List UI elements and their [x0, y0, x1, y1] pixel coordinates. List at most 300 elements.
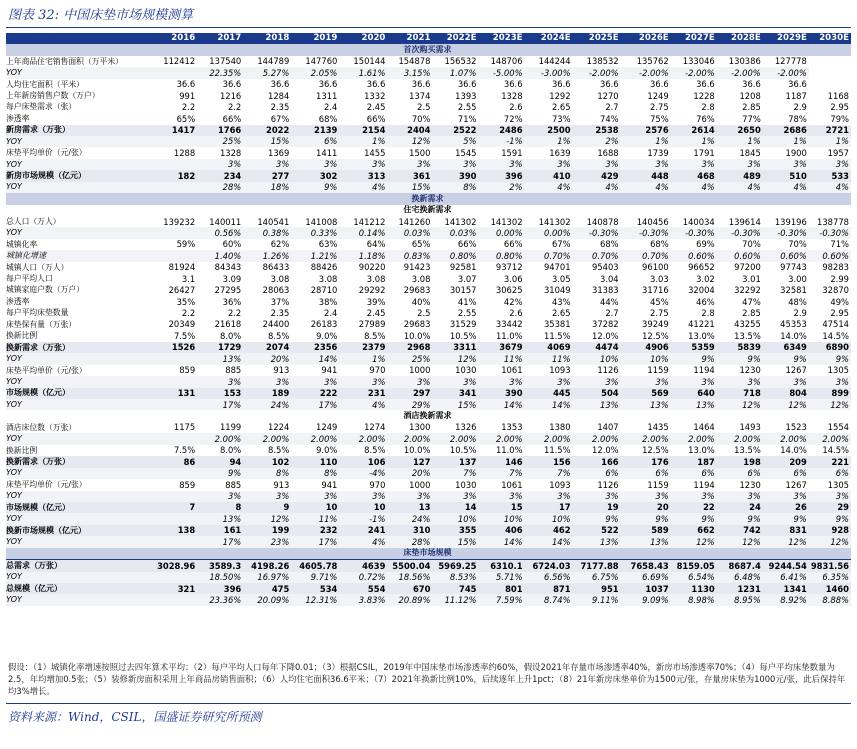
- table-cell: 141302: [538, 216, 571, 227]
- table-cell: 8%: [243, 468, 291, 479]
- table-cell: 12%: [432, 353, 478, 364]
- table-cell: 3%: [197, 376, 243, 387]
- table-cell: 86: [154, 456, 197, 467]
- table-cell: [154, 468, 197, 479]
- table-cell: 1.21%: [291, 250, 339, 261]
- table-cell: 0.70%: [525, 250, 573, 261]
- table-cell: 2.99: [830, 273, 849, 284]
- table-cell: 13: [387, 502, 432, 513]
- table-cell: 1194: [693, 365, 715, 376]
- table-cell: -4%: [339, 468, 387, 479]
- table-cell: 1%: [621, 136, 671, 147]
- table-cell: 8159.05: [671, 560, 717, 572]
- row-label: YOY: [6, 536, 154, 547]
- table-row: [6, 296, 851, 307]
- table-cell: 2.00%: [717, 433, 763, 444]
- table-cell: 1175: [173, 422, 196, 433]
- table-cell: 2022: [243, 125, 291, 136]
- assumption-notes: 假设：（1）城镇化率增速按照过去四年算术平均；（2）每户平均人口每年下降0.01；（3）根据CSIL，2019年中国床垫市场渗透率约60%，假设2021年存量市场渗透率40%，新房市场渗透率70%；（4）每户平均床垫数量为2.5，年均增加0.5张；（5）装修新房面积采用上年商品房销售面积；（6）人均住宅面积36.6平米；（7）2021年换新比例10%，后续逐年上升1pct；（8）21年新房床垫单价为1500元/张，存量房床垫为1000元/张，此后保持年均3%增长。: [8, 662, 846, 697]
- table-cell: 1000: [409, 365, 431, 376]
- table-cell: [154, 227, 197, 238]
- table-cell: 1393: [455, 90, 477, 101]
- table-cell: 24%: [243, 399, 291, 410]
- table-cell: [154, 376, 197, 387]
- table-cell: 313: [339, 170, 387, 181]
- table-cell: 2.8: [701, 102, 715, 113]
- table-cell: 3%: [717, 376, 763, 387]
- table-cell: 90220: [358, 262, 386, 273]
- table-cell: 0.38%: [243, 227, 291, 238]
- table-cell: 321: [154, 583, 197, 594]
- table-cell: 141212: [353, 216, 386, 227]
- table-cell: 2686: [763, 125, 809, 136]
- table-cell: 0.60%: [717, 250, 763, 261]
- table-cell: 1328: [501, 90, 523, 101]
- table-cell: 6%: [291, 136, 339, 147]
- table-cell: 11.0%: [495, 445, 523, 456]
- table-cell: -0.30%: [621, 227, 671, 238]
- table-cell: 3%: [243, 159, 291, 170]
- table-cell: 1.61%: [339, 67, 387, 78]
- table-cell: 1411: [316, 147, 338, 158]
- table-cell: 489: [717, 170, 763, 181]
- table-cell: 17%: [291, 536, 339, 547]
- table-cell: 138532: [586, 56, 619, 67]
- subsection-header-row: [6, 410, 851, 421]
- row-label: 换新市场规模（亿元）: [6, 525, 154, 536]
- table-cell: 48%: [788, 296, 807, 307]
- yoy-row: [6, 182, 851, 193]
- table-cell: 3%: [339, 159, 387, 170]
- table-cell: 1311: [316, 90, 338, 101]
- row-label: 换新比例: [6, 331, 38, 341]
- title-divider: [6, 27, 851, 28]
- table-cell: 38%: [318, 296, 338, 307]
- table-cell: 138: [154, 525, 197, 536]
- table-cell: 3679: [479, 342, 525, 353]
- table-cell: 1270: [597, 90, 619, 101]
- table-cell: -0.30%: [809, 227, 851, 238]
- table-cell: 1037: [621, 583, 671, 594]
- table-cell: 2.00%: [432, 433, 478, 444]
- table-cell: 2356: [291, 342, 339, 353]
- table-cell: 1.26%: [243, 250, 291, 261]
- table-cell: 36.6: [411, 79, 431, 90]
- table-cell: 198: [717, 456, 763, 467]
- table-cell: 43%: [551, 296, 571, 307]
- table-cell: 4%: [339, 182, 387, 193]
- table-cell: 13.5%: [734, 445, 761, 456]
- table-cell: 10%: [479, 513, 525, 524]
- table-cell: 98283: [822, 262, 849, 273]
- header-year-cell: 2016: [154, 33, 197, 44]
- table-cell: 2.5: [417, 308, 431, 319]
- table-cell: 27295: [214, 285, 242, 296]
- table-cell: 7%: [432, 468, 478, 479]
- table-cell: 144789: [257, 56, 290, 67]
- row-label: 总人口（万人）: [6, 216, 61, 226]
- table-cell: 3.01: [742, 273, 761, 284]
- table-cell: 1159: [647, 365, 669, 376]
- table-cell: 131: [154, 388, 197, 399]
- table-cell: 1493: [739, 422, 761, 433]
- table-cell: 1030: [455, 479, 477, 490]
- table-cell: 4%: [339, 399, 387, 410]
- table-cell: 4%: [717, 182, 763, 193]
- table-cell: 2.9: [793, 102, 807, 113]
- table-cell: 150144: [353, 56, 386, 67]
- section-title: 换新需求: [6, 193, 851, 204]
- table-cell: 36.6: [503, 79, 523, 90]
- table-cell: 0.60%: [763, 250, 809, 261]
- table-cell: 13%: [671, 399, 717, 410]
- table-cell: 11.5%: [543, 330, 571, 341]
- table-cell: 29292: [358, 285, 386, 296]
- table-cell: 11%: [479, 353, 525, 364]
- table-cell: 12%: [809, 399, 851, 410]
- table-cell: 2.05%: [291, 67, 339, 78]
- table-cell: 14%: [479, 399, 525, 410]
- table-cell: [154, 594, 197, 605]
- table-cell: 70%: [742, 239, 761, 250]
- yoy-row: [6, 399, 851, 410]
- table-cell: 12%: [387, 136, 432, 147]
- table-cell: 3.03: [650, 273, 669, 284]
- table-cell: 1208: [739, 90, 761, 101]
- table-cell: 20.89%: [387, 594, 432, 605]
- table-row: [6, 583, 851, 594]
- table-cell: 522: [573, 525, 621, 536]
- table-cell: 13.5%: [734, 330, 761, 341]
- table-cell: 94701: [543, 262, 571, 273]
- row-label: YOY: [6, 491, 154, 502]
- row-label: 换新需求（万张）: [6, 342, 154, 353]
- table-cell: 2.65: [551, 308, 571, 319]
- table-cell: 742: [717, 525, 763, 536]
- bottom-divider: [6, 703, 851, 704]
- table-cell: 3%: [525, 376, 573, 387]
- table-cell: 2.8: [701, 308, 715, 319]
- table-cell: 1249: [647, 90, 669, 101]
- table-cell: 3311: [432, 342, 478, 353]
- table-cell: 970: [369, 365, 386, 376]
- yoy-row: [6, 572, 851, 583]
- table-cell: 45353: [780, 319, 807, 330]
- table-row: [6, 170, 851, 181]
- header-year-cell: 2019: [291, 33, 339, 44]
- table-cell: 91423: [403, 262, 431, 273]
- table-cell: 73%: [551, 113, 571, 124]
- row-label: 酒店床位数（万张）: [6, 422, 77, 432]
- table-cell: 2.95: [830, 102, 849, 113]
- table-cell: 1464: [693, 422, 715, 433]
- table-cell: -0.30%: [717, 227, 763, 238]
- table-cell: 10%: [432, 513, 478, 524]
- table-cell: 1554: [827, 422, 849, 433]
- table-cell: 36%: [222, 296, 242, 307]
- table-cell: 23.36%: [197, 594, 243, 605]
- table-cell: 445: [525, 388, 573, 399]
- table-cell: 297: [387, 388, 432, 399]
- table-cell: 23%: [243, 536, 291, 547]
- table-cell: -1%: [479, 136, 525, 147]
- table-row: [6, 330, 851, 341]
- row-label: 新房需求（万张）: [6, 125, 154, 136]
- table-cell: 390: [432, 170, 478, 181]
- table-cell: 468: [671, 170, 717, 181]
- table-cell: 11.12%: [432, 594, 478, 605]
- table-cell: 970: [369, 479, 386, 490]
- yoy-row: [6, 594, 851, 605]
- table-cell: 32292: [734, 285, 761, 296]
- table-cell: [154, 572, 197, 583]
- table-cell: 1194: [693, 479, 715, 490]
- table-cell: 64%: [366, 239, 386, 250]
- section-header-row: [6, 548, 851, 560]
- table-cell: 2.4: [324, 308, 338, 319]
- table-cell: 3.08: [270, 273, 290, 284]
- table-cell: 804: [763, 388, 809, 399]
- table-cell: 1%: [809, 136, 851, 147]
- table-cell: 9%: [671, 513, 717, 524]
- table-cell: 3589.3: [197, 560, 243, 572]
- row-label: 新房市场规模（亿元）: [6, 170, 154, 181]
- table-cell: 2522: [432, 125, 478, 136]
- header-year-cell: 2029E: [763, 33, 809, 44]
- table-cell: 589: [621, 525, 671, 536]
- table-cell: 3%: [621, 376, 671, 387]
- table-cell: 3.09: [222, 273, 242, 284]
- table-cell: 3%: [479, 491, 525, 502]
- table-cell: 1341: [763, 583, 809, 594]
- table-cell: 1126: [597, 365, 619, 376]
- table-cell: 8.74%: [525, 594, 573, 605]
- table-cell: 662: [671, 525, 717, 536]
- table-cell: 66%: [366, 113, 386, 124]
- table-cell: -0.30%: [671, 227, 717, 238]
- table-cell: 1267: [785, 479, 807, 490]
- table-cell: 141302: [490, 216, 523, 227]
- table-cell: 1900: [785, 147, 807, 158]
- table-cell: 3%: [573, 376, 621, 387]
- table-cell: 2139: [291, 125, 339, 136]
- table-cell: 84343: [214, 262, 242, 273]
- row-label: 渗透率: [6, 113, 30, 123]
- table-cell: 0.83%: [387, 250, 432, 261]
- table-cell: 78%: [788, 113, 807, 124]
- table-cell: 390: [479, 388, 525, 399]
- table-cell: 3%: [291, 159, 339, 170]
- table-cell: 5%: [432, 136, 478, 147]
- table-cell: 75%: [650, 113, 669, 124]
- table-cell: 6.69%: [621, 572, 671, 583]
- row-label: YOY: [6, 433, 154, 444]
- table-cell: 4069: [525, 342, 573, 353]
- table-cell: 20%: [387, 468, 432, 479]
- table-cell: [154, 433, 197, 444]
- table-cell: 2.55: [457, 308, 477, 319]
- table-row: [6, 239, 851, 250]
- table-row: [6, 342, 851, 353]
- table-cell: 410: [525, 170, 573, 181]
- table-cell: 12%: [717, 399, 763, 410]
- table-cell: -2.00%: [763, 67, 809, 78]
- yoy-row: [6, 536, 851, 547]
- table-cell: 10%: [573, 353, 621, 364]
- table-cell: 30157: [449, 285, 477, 296]
- table-cell: [154, 250, 197, 261]
- table-cell: 9%: [809, 353, 851, 364]
- table-cell: 1.18%: [339, 250, 387, 261]
- table-cell: -2.00%: [717, 67, 763, 78]
- table-cell: 6890: [809, 342, 851, 353]
- table-cell: 106: [339, 456, 387, 467]
- table-cell: 3.07: [457, 273, 477, 284]
- table-cell: 4%: [573, 182, 621, 193]
- table-cell: 928: [809, 525, 851, 536]
- table-cell: 36.6: [270, 79, 290, 90]
- table-cell: 9%: [197, 468, 243, 479]
- table-cell: 2.00%: [339, 433, 387, 444]
- table-row: [6, 262, 851, 273]
- table-cell: 1093: [549, 365, 571, 376]
- table-cell: 13%: [621, 536, 671, 547]
- table-cell: 4%: [671, 182, 717, 193]
- table-cell: 79%: [830, 113, 849, 124]
- table-cell: 3%: [432, 376, 478, 387]
- table-cell: 1369: [267, 147, 290, 158]
- table-cell: 2650: [717, 125, 763, 136]
- row-label: YOY: [6, 159, 154, 170]
- table-cell: 0.00%: [525, 227, 573, 238]
- table-cell: 6%: [573, 468, 621, 479]
- table-cell: 941: [321, 365, 338, 376]
- table-cell: 1791: [693, 147, 715, 158]
- table-cell: 1591: [501, 147, 523, 158]
- table-cell: 3%: [479, 376, 525, 387]
- table-cell: 156532: [444, 56, 477, 67]
- table-cell: -5.00%: [479, 67, 525, 78]
- row-label: YOY: [6, 136, 154, 147]
- table-cell: 70%: [788, 239, 807, 250]
- row-label: 总需求（万张）: [6, 560, 154, 572]
- table-cell: 130386: [728, 56, 761, 67]
- table-row: [6, 147, 851, 158]
- table-cell: [154, 399, 197, 410]
- table-cell: 2.7: [605, 308, 619, 319]
- table-cell: 166: [573, 456, 621, 467]
- table-cell: 12%: [809, 536, 851, 547]
- table-cell: 6349: [763, 342, 809, 353]
- table-cell: 11.5%: [543, 445, 571, 456]
- table-cell: 3.08: [318, 273, 338, 284]
- header-year-cell: 2017: [197, 33, 243, 44]
- table-cell: 112412: [163, 56, 196, 67]
- table-cell: 0.80%: [479, 250, 525, 261]
- table-cell: 2.00%: [809, 433, 851, 444]
- table-cell: 18%: [243, 182, 291, 193]
- table-cell: 1199: [219, 422, 242, 433]
- table-cell: 9831.56: [809, 560, 851, 572]
- table-cell: 81924: [168, 262, 196, 273]
- table-cell: 1300: [409, 422, 431, 433]
- table-cell: 310: [387, 525, 432, 536]
- row-label: 每户平均人口: [6, 274, 53, 283]
- table-cell: 2.2: [227, 102, 242, 113]
- table-cell: 47%: [742, 296, 761, 307]
- table-cell: 6.56%: [525, 572, 573, 583]
- table-cell: 9.0%: [316, 330, 338, 341]
- source-note: 资料来源：Wind，CSIL，国盛证券研究所预测: [8, 710, 262, 724]
- table-cell: 5.27%: [243, 67, 291, 78]
- table-cell: 2.00%: [525, 433, 573, 444]
- table-cell: 2.7: [605, 102, 619, 113]
- table-cell: 3.06: [503, 273, 523, 284]
- table-cell: 14.0%: [780, 330, 807, 341]
- table-cell: 92581: [449, 262, 477, 273]
- table-cell: 187: [671, 456, 717, 467]
- table-cell: 14%: [525, 536, 573, 547]
- table-cell: 9%: [763, 513, 809, 524]
- table-cell: 32870: [822, 285, 849, 296]
- table-cell: 2.95: [830, 308, 849, 319]
- table-row: [6, 560, 851, 572]
- table-cell: 94: [197, 456, 243, 467]
- table-cell: 15%: [432, 536, 478, 547]
- table-cell: 140034: [682, 216, 715, 227]
- table-cell: 462: [525, 525, 573, 536]
- table-cell: 8: [197, 502, 243, 513]
- table-cell: 93712: [495, 262, 523, 273]
- table-cell: 396: [197, 583, 243, 594]
- table-cell: 1380: [549, 422, 571, 433]
- table-cell: 140456: [636, 216, 669, 227]
- table-cell: [154, 159, 197, 170]
- table-cell: 1%: [763, 136, 809, 147]
- table-cell: 2.00%: [197, 433, 243, 444]
- table-cell: 10.5%: [449, 445, 477, 456]
- table-cell: 39249: [642, 319, 669, 330]
- table-cell: 147760: [305, 56, 338, 67]
- table-cell: 138778: [817, 216, 849, 227]
- table-cell: 885: [225, 365, 242, 376]
- table-header-row: [6, 33, 851, 44]
- table-cell: 3%: [763, 159, 809, 170]
- header-year-cell: 2026E: [621, 33, 671, 44]
- table-cell: 44%: [600, 296, 619, 307]
- table-cell: 13%: [573, 399, 621, 410]
- table-cell: 9.11%: [573, 594, 621, 605]
- table-cell: 0.03%: [387, 227, 432, 238]
- table-cell: 26183: [310, 319, 338, 330]
- table-cell: 2.75: [650, 308, 669, 319]
- table-cell: 26: [763, 502, 809, 513]
- table-cell: 7.5%: [173, 330, 196, 341]
- section-title: 酒店换新需求: [6, 410, 851, 421]
- table-cell: 3%: [809, 491, 851, 502]
- table-cell: 4%: [339, 536, 387, 547]
- table-cell: 2404: [387, 125, 432, 136]
- table-cell: 9%: [573, 513, 621, 524]
- table-cell: 36.6: [176, 79, 196, 90]
- table-cell: 14: [432, 502, 478, 513]
- yoy-row: [6, 468, 851, 479]
- table-cell: 1526: [154, 342, 197, 353]
- table-cell: 141302: [444, 216, 477, 227]
- table-cell: 277: [243, 170, 291, 181]
- table-cell: 12%: [243, 513, 291, 524]
- table-cell: 14%: [479, 536, 525, 547]
